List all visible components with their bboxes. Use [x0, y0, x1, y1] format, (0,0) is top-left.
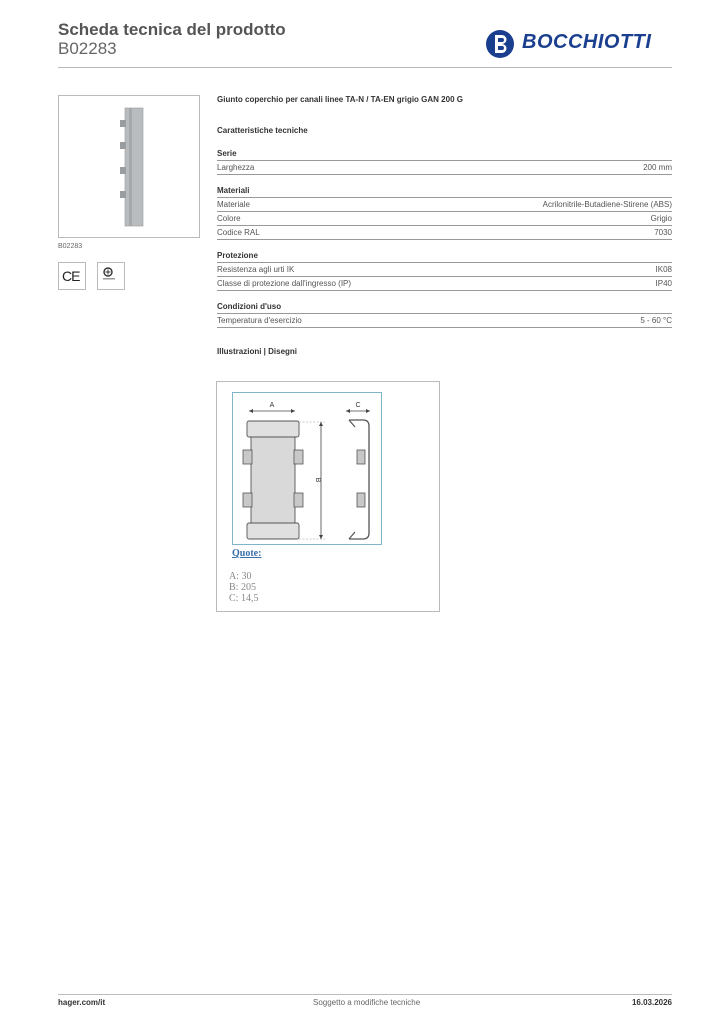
drawing-panel	[232, 392, 382, 545]
spec-value: 200 mm	[643, 163, 672, 172]
spec-row	[217, 212, 672, 226]
spec-group-title: Materiali	[217, 186, 672, 198]
footer-date: 16.03.2026	[631, 998, 672, 1007]
spec-row	[217, 198, 672, 212]
spec-label: Temperatura d'esercizio	[217, 316, 302, 325]
spec-label: Colore	[217, 214, 241, 223]
product-image	[58, 95, 200, 238]
product-code-header: B02283	[58, 39, 117, 58]
spec-label: Materiale	[217, 200, 250, 209]
spec-group-protezione	[217, 251, 672, 291]
quote-a: A: 30	[229, 571, 252, 582]
spec-group-title: Protezione	[217, 251, 672, 263]
brand-logo	[486, 28, 666, 60]
imq-mark	[97, 262, 125, 290]
spec-label: Classe di protezione dall'ingresso (IP)	[217, 279, 352, 288]
ce-mark	[58, 262, 86, 290]
spec-row	[217, 263, 672, 277]
spec-label: Codice RAL	[217, 228, 260, 237]
spec-group-title: Serie	[217, 149, 672, 161]
footer-website: hager.com/it	[58, 998, 106, 1007]
dim-label-a: A	[269, 402, 275, 409]
spec-value: IK08	[655, 265, 672, 274]
quote-b: B: 205	[229, 582, 256, 593]
brand-name: BOCCHIOTTI	[522, 31, 652, 53]
spec-label: Resistenza agli urti IK	[217, 265, 295, 274]
quote-title: Quote:	[232, 548, 262, 559]
spec-value: 5 - 60 °C	[640, 316, 672, 325]
quote-c: C: 14,5	[229, 593, 259, 604]
spec-value: 7030	[654, 228, 672, 237]
imq-icon	[98, 263, 124, 289]
illustrations-heading: Illustrazioni | Disegni	[217, 347, 298, 356]
specs-panel	[217, 95, 672, 356]
spec-row	[217, 226, 672, 240]
product-title: Giunto coperchio per canali linee TA-N / TA-EN grigio GAN 200 G	[217, 95, 463, 104]
spec-row	[217, 161, 672, 175]
spec-group-condizioni	[217, 302, 672, 328]
spec-group-serie	[217, 149, 672, 175]
spec-group-title: Condizioni d'uso	[217, 302, 672, 314]
brand-logo-icon	[486, 28, 518, 60]
spec-row	[217, 277, 672, 291]
specs-heading: Caratteristiche tecniche	[217, 126, 308, 135]
footer-divider	[58, 994, 672, 995]
spec-label: Larghezza	[217, 163, 255, 172]
footer-note: Soggetto a modifiche tecniche	[313, 998, 421, 1007]
spec-value: Grigio	[650, 214, 672, 223]
technical-drawing	[216, 381, 440, 612]
spec-group-materiali	[217, 186, 672, 240]
ce-mark-text: CE	[62, 268, 80, 284]
header-divider	[58, 67, 672, 68]
dim-label-c: C	[355, 402, 361, 409]
page-title: Scheda tecnica del prodotto	[58, 20, 286, 39]
dim-label-b: B	[314, 477, 321, 483]
image-caption: B02283	[58, 243, 83, 250]
spec-row	[217, 314, 672, 328]
spec-value: Acrilonitrile-Butadiene-Stirene (ABS)	[542, 200, 672, 209]
spec-value: IP40	[655, 279, 672, 288]
